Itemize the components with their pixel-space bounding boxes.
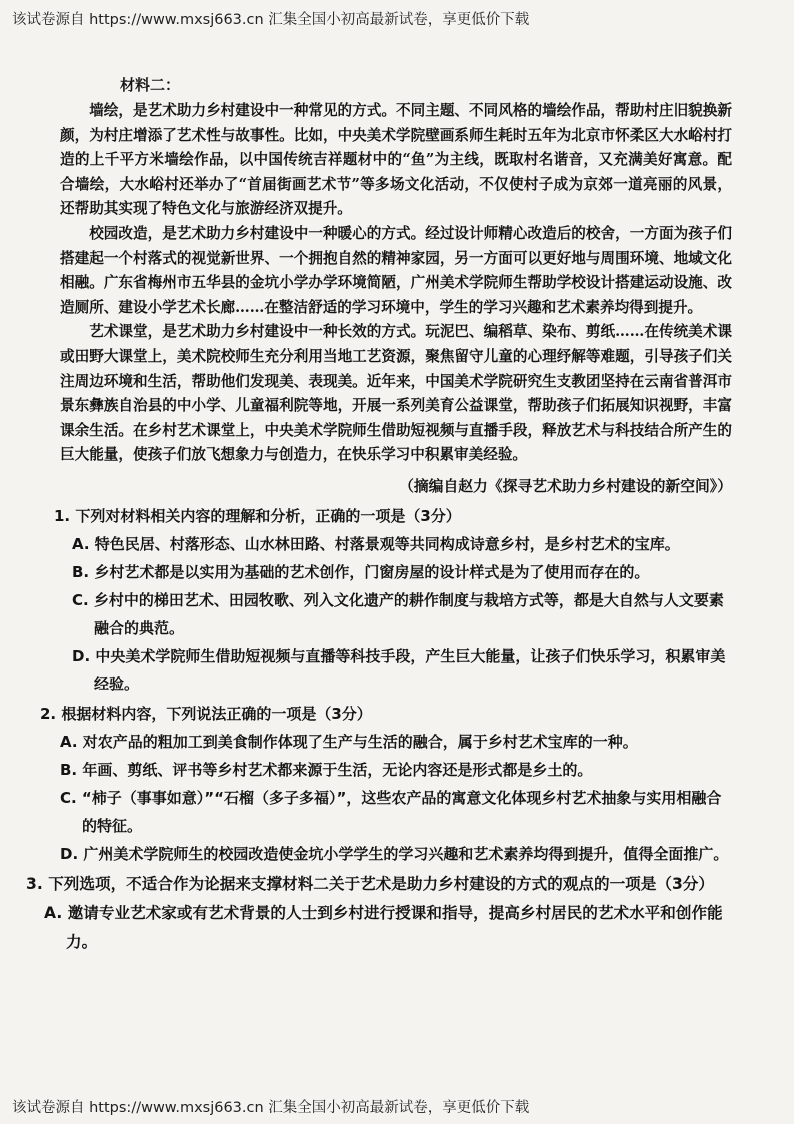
source-banner-top: 该试卷源自 https://www.mxsj663.cn 汇集全国小初高最新试卷，享更低价下载 (12, 12, 530, 28)
question-option: D. 广州美术学院师生的校园改造使金坑小学学生的学习兴趣和艺术素养均得到提升，值得全面推广。 (60, 844, 729, 863)
question-3 (26, 870, 732, 957)
question-option: A. 邀请专业艺术家或有艺术背景的人士到乡村进行授课和指导，提高乡村居民的艺术水平和创作能力。 (44, 903, 723, 951)
question-stem: 2. 根据材料内容，下列说法正确的一项是（3分） (40, 704, 372, 723)
material-source: （摘编自赵力《探寻艺术助力乡村建设的新空间》） (399, 477, 732, 495)
question-2 (40, 700, 732, 868)
question-option: C. 乡村中的梯田艺术、田园牧歌、列入文化遗产的耕作制度与栽培方式等，都是大自然与人文要素融合的典范。 (72, 590, 724, 637)
question-stem: 1. 下列对材料相关内容的理解和分析，正确的一项是（3分） (54, 506, 461, 525)
question-stem: 3. 下列选项，不适合作为论据来支撑材料二关于艺术是助力乡村建设的方式的观点的一项是（3分） (26, 874, 714, 893)
source-banner-bottom: 该试卷源自 https://www.mxsj663.cn 汇集全国小初高最新试卷，享更低价下载 (12, 1100, 530, 1116)
material-title: 材料二： (120, 76, 181, 94)
question-1 (54, 502, 732, 698)
question-option: B. 乡村艺术都是以实用为基础的艺术创作，门窗房屋的设计样式是为了使用而存在的。 (72, 562, 650, 581)
material-paragraph: 校园改造，是艺术助力乡村建设中一种暖心的方式。经过设计师精心改造后的校舍，一方面为孩子们搭建起一个村落式的视觉新世界、一个拥抱自然的精神家园，另一方面可以更好地与周围环境、地域文化相融。广东省梅州市五华县的金坑小学办学环境简陋，广州美术学院师生帮助学校设计搭建运动设施、改造厕所、建设小学艺术长廊……在整洁舒适的学习环境中，学生的学习兴趣和艺术素养均得到提升。 (60, 224, 732, 316)
question-option: B. 年画、剪纸、评书等乡村艺术都来源于生活，无论内容还是形式都是乡土的。 (60, 760, 593, 779)
question-option: A. 特色民居、村落形态、山水林田路、村落景观等共同构成诗意乡村，是乡村艺术的宝库。 (72, 534, 680, 553)
material-paragraph: 艺术课堂，是艺术助力乡村建设中一种长效的方式。玩泥巴、编稻草、染布、剪纸……在传统美术课或田野大课堂上，美术院校师生充分利用当地工艺资源，聚焦留守儿童的心理纾解等难题，引导孩子们关注周边环境和生活，帮助他们发现美、表现美。近年来，中国美术学院研究生支教团坚持在云南省普洱市景东彝族自治县的中小学、儿童福利院等地，开展一系列美育公益课堂，帮助孩子们拓展知识视野，丰富课余生活。在乡村艺术课堂上，中央美术学院师生借助短视频与直播手段，释放艺术与科技结合所产生的巨大能量，使孩子们放飞想象力与创造力，在快乐学习中积累审美经验。 (60, 323, 732, 464)
material-paragraph: 墙绘，是艺术助力乡村建设中一种常见的方式。不同主题、不同风格的墙绘作品，帮助村庄旧貌换新颜，为村庄增添了艺术性与故事性。比如，中央美术学院壁画系师生耗时五年为北京市怀柔区大水峪村打造的上千平方米墙绘作品，以中国传统吉祥题材中的“鱼”为主线，既取村名谐音，又充满美好寓意。配合墙绘，大水峪村还举办了“首届街画艺术节”等多场文化活动，不仅使村子成为京郊一道亮丽的风景，还帮助其实现了特色文化与旅游经济双提升。 (60, 102, 732, 218)
question-option: A. 对农产品的粗加工到美食制作体现了生产与生活的融合，属于乡村艺术宝库的一种。 (60, 732, 638, 751)
exam-page-content (26, 74, 732, 957)
question-option: D. 中央美术学院师生借助短视频与直播等科技手段，产生巨大能量，让孩子们快乐学习，积累审美经验。 (72, 646, 726, 693)
question-option: C. “柿子（事事如意）”“石榴（多子多福）”，这些农产品的寓意文化体现乡村艺术抽象与实用相融合的特征。 (60, 788, 722, 835)
